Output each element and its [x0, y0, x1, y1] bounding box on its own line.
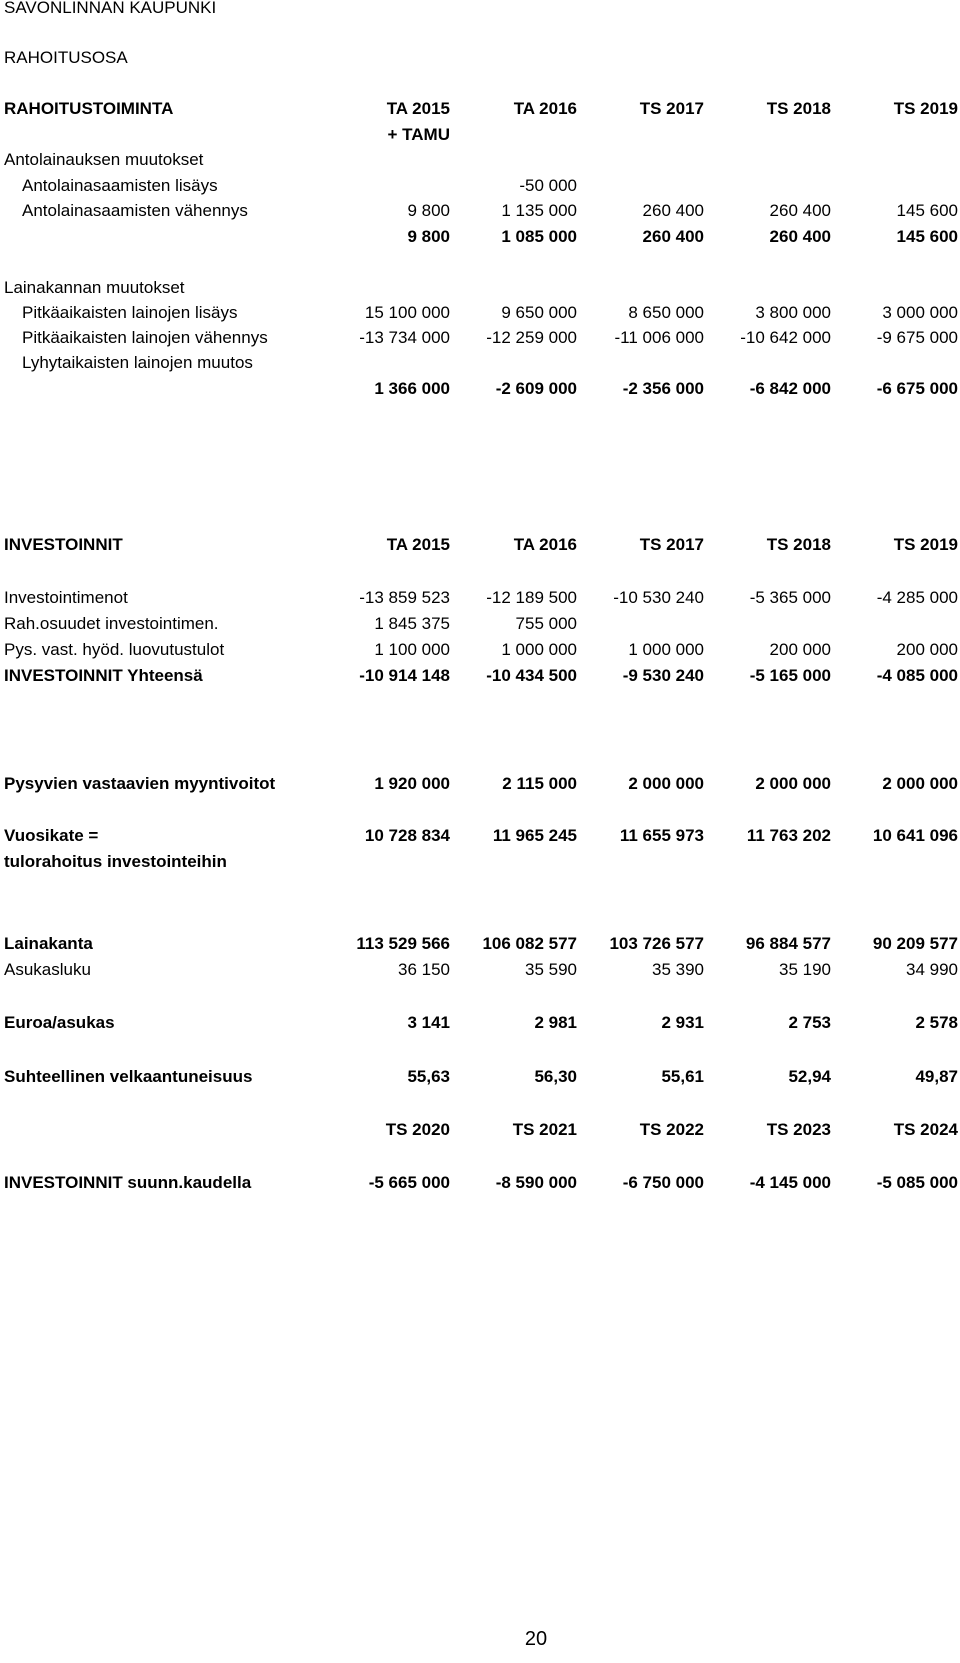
col-header: TS 2023 [766, 1120, 831, 1139]
cell: -10 434 500 [486, 666, 577, 685]
cell: 3 000 000 [882, 303, 958, 322]
cell: 145 600 [896, 201, 958, 220]
section-name: RAHOITUSOSA [4, 48, 128, 67]
cell: 145 600 [896, 227, 958, 246]
cell: 260 400 [769, 201, 831, 220]
col-header: TA 2016 [513, 535, 577, 554]
cell: 2 753 [788, 1013, 831, 1032]
cell: -50 000 [519, 176, 577, 195]
cell: 2 000 000 [628, 774, 704, 793]
col-header: TA 2015 [386, 535, 450, 554]
cell: -9 530 240 [622, 666, 704, 685]
cell: 9 650 000 [501, 303, 577, 322]
cell: 55,61 [661, 1067, 704, 1086]
row-label: Antolainasaamisten vähennys [22, 201, 248, 220]
cell: 52,94 [788, 1067, 831, 1086]
cell: -2 609 000 [495, 379, 577, 398]
cell: 3 141 [407, 1013, 450, 1032]
row-label: Antolainasaamisten lisäys [22, 176, 218, 195]
col-header: TS 2018 [766, 535, 831, 554]
investments-title: INVESTOINNIT [4, 535, 123, 554]
cell: 2 115 000 [502, 774, 577, 793]
row-label: INVESTOINNIT suunn.kaudella [4, 1173, 252, 1192]
cell: -6 750 000 [622, 1173, 704, 1192]
row-label: Lyhytaikaisten lainojen muutos [22, 353, 253, 372]
col-header: TS 2017 [639, 99, 704, 118]
cell: 34 990 [906, 960, 958, 979]
loan-stock-title: Lainakannan muutokset [4, 278, 185, 297]
row-label: Pys. vast. hyöd. luovutustulot [4, 640, 225, 659]
cell: 260 400 [769, 227, 831, 246]
cell: -6 842 000 [749, 379, 831, 398]
cell: 11 763 202 [746, 826, 831, 845]
cell: 103 726 577 [609, 934, 704, 953]
cell: 11 655 973 [619, 826, 704, 845]
cell: 113 529 566 [356, 934, 450, 953]
cell: -12 259 000 [486, 328, 577, 347]
cell: 10 641 096 [872, 826, 958, 845]
cell: -5 665 000 [368, 1173, 450, 1192]
row-label: Suhteellinen velkaantuneisuus [4, 1067, 253, 1086]
cell: -8 590 000 [495, 1173, 577, 1192]
col-header: TS 2022 [639, 1120, 704, 1139]
cell: 106 082 577 [482, 934, 577, 953]
cell: 56,30 [534, 1067, 577, 1086]
cell: 9 800 [407, 201, 450, 220]
row-label: INVESTOINNIT Yhteensä [4, 666, 203, 685]
cell: -4 285 000 [876, 588, 958, 607]
cell: 49,87 [915, 1067, 958, 1086]
cell: 96 884 577 [745, 934, 831, 953]
cell: 200 000 [769, 640, 831, 659]
cell: 260 400 [642, 227, 704, 246]
page-number: 20 [524, 1628, 548, 1650]
cell: 90 209 577 [872, 934, 958, 953]
col-header: TS 2018 [766, 99, 831, 118]
cell: -4 085 000 [876, 666, 958, 685]
row-label: Investointimenot [4, 588, 128, 607]
cell: 8 650 000 [628, 303, 704, 322]
row-label: Pitkäaikaisten lainojen vähennys [22, 328, 268, 347]
cell: 3 800 000 [755, 303, 831, 322]
row-label: Euroa/asukas [4, 1013, 115, 1032]
cell: -5 085 000 [876, 1173, 958, 1192]
cell: -13 859 523 [359, 588, 450, 607]
cell: 2 981 [534, 1013, 577, 1032]
cell: -4 145 000 [749, 1173, 831, 1192]
col-header: TS 2024 [893, 1120, 958, 1139]
cell: -11 006 000 [614, 328, 704, 347]
cell: 10 728 834 [364, 826, 450, 845]
cell: 2 931 [661, 1013, 704, 1032]
row-label: Asukasluku [4, 960, 91, 979]
cell: 11 965 245 [492, 826, 577, 845]
city-name: SAVONLINNAN KAUPUNKI [4, 0, 217, 17]
row-label: Vuosikate = [4, 826, 99, 845]
cell: 2 000 000 [755, 774, 831, 793]
cell: 1 845 375 [374, 614, 450, 633]
row-label: tulorahoitus investointeihin [4, 852, 227, 871]
cell: -13 734 000 [359, 328, 450, 347]
cell: -10 642 000 [740, 328, 831, 347]
cell: 15 100 000 [364, 303, 450, 322]
cell: -12 189 500 [486, 588, 577, 607]
row-label: Lainakanta [4, 934, 93, 953]
col-header: TS 2020 [385, 1120, 450, 1139]
col-header: TA 2015 [386, 99, 450, 118]
cell: 200 000 [896, 640, 958, 659]
cell: 260 400 [642, 201, 704, 220]
col-header: TS 2019 [893, 99, 958, 118]
row-label: Pysyvien vastaavien myyntivoitot [4, 774, 276, 793]
cell: -6 675 000 [876, 379, 958, 398]
cell: 1 135 000 [501, 201, 577, 220]
col-header: TA 2016 [513, 99, 577, 118]
cell: -5 365 000 [749, 588, 831, 607]
cell: 755 000 [515, 614, 577, 633]
cell: 35 390 [652, 960, 704, 979]
cell: 2 578 [915, 1013, 958, 1032]
cell: 9 800 [407, 227, 450, 246]
row-label: Rah.osuudet investointimen. [4, 614, 219, 633]
cell: -9 675 000 [876, 328, 958, 347]
col-header: TS 2021 [512, 1120, 577, 1139]
cell: -10 530 240 [613, 588, 704, 607]
cell: 1 085 000 [501, 227, 577, 246]
financing-title: RAHOITUSTOIMINTA [4, 99, 174, 118]
cell: 1 366 000 [374, 379, 450, 398]
cell: 55,63 [407, 1067, 450, 1086]
col-header: TS 2017 [639, 535, 704, 554]
col-header-sub: + TAMU [387, 125, 450, 144]
cell: -5 165 000 [749, 666, 831, 685]
cell: 1 000 000 [628, 640, 704, 659]
cell: 35 590 [525, 960, 577, 979]
cell: 1 100 000 [374, 640, 450, 659]
cell: 35 190 [779, 960, 831, 979]
cell: 1 000 000 [501, 640, 577, 659]
loan-receivables-title: Antolainauksen muutokset [4, 150, 204, 169]
row-label: Pitkäaikaisten lainojen lisäys [22, 303, 238, 322]
col-header: TS 2019 [893, 535, 958, 554]
cell: 2 000 000 [882, 774, 958, 793]
cell: 1 920 000 [374, 774, 450, 793]
cell: -10 914 148 [359, 666, 450, 685]
cell: -2 356 000 [622, 379, 704, 398]
cell: 36 150 [398, 960, 450, 979]
